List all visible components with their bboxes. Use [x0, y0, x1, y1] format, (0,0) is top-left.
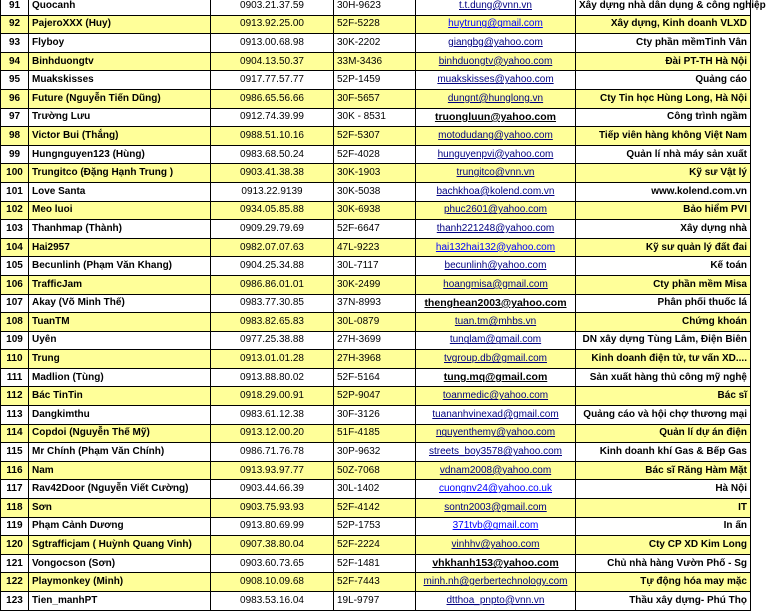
plate-cell: 30H-9623	[334, 0, 416, 15]
plate-cell: 52P-1459	[334, 71, 416, 90]
row-number: 113	[1, 406, 29, 425]
table-row	[1, 34, 751, 53]
nickname-cell: Thanhmap (Thành)	[29, 220, 211, 239]
phone-cell: 0912.74.39.99	[211, 108, 334, 127]
table-row	[1, 71, 751, 90]
occupation-cell: Kế toán	[576, 257, 751, 276]
table-row	[1, 592, 751, 611]
email-cell	[416, 368, 576, 387]
plate-cell: 30L-1402	[334, 480, 416, 499]
nickname-cell: Trường Lưu	[29, 108, 211, 127]
row-number: 114	[1, 424, 29, 443]
occupation-cell: Kinh doanh điện tử, tư vấn XD....	[576, 350, 751, 369]
phone-cell: 0904.25.34.88	[211, 257, 334, 276]
occupation-cell: Đài PT-TH Hà Nội	[576, 52, 751, 71]
occupation-cell: Cty phần mềm Misa	[576, 275, 751, 294]
occupation-cell: Quản lí nhà máy sản xuất	[576, 145, 751, 164]
row-number: 120	[1, 536, 29, 555]
phone-cell: 0982.07.07.63	[211, 238, 334, 257]
table-row	[1, 461, 751, 480]
plate-cell: 47L-9223	[334, 238, 416, 257]
nickname-cell: Sơn	[29, 499, 211, 518]
occupation-cell: Bảo hiểm PVI	[576, 201, 751, 220]
table-row	[1, 480, 751, 499]
row-number: 110	[1, 350, 29, 369]
email-link[interactable]: thenghean2003@yahoo.com	[424, 296, 567, 309]
nickname-cell: Phạm Cảnh Dương	[29, 517, 211, 536]
occupation-cell: Công trình ngầm	[576, 108, 751, 127]
email-cell	[416, 108, 576, 127]
nickname-cell: Hungnguyen123 (Hùng)	[29, 145, 211, 164]
email-cell	[416, 71, 576, 90]
occupation-cell: Quản lí dự án điện	[576, 424, 751, 443]
table-row	[1, 406, 751, 425]
plate-cell: 30K-5038	[334, 182, 416, 201]
table-row	[1, 52, 751, 71]
phone-cell: 0934.05.85.88	[211, 201, 334, 220]
email-cell	[416, 145, 576, 164]
row-number: 96	[1, 89, 29, 108]
email-link[interactable]: truongluun@yahoo.com	[434, 110, 557, 123]
phone-cell: 0983.77.30.85	[211, 294, 334, 313]
email-link[interactable]: tunglam@gmail.com	[449, 334, 542, 346]
occupation-cell: Xây dựng nhà	[576, 220, 751, 239]
occupation-cell: In ấn	[576, 517, 751, 536]
email-link[interactable]: vhkhanh153@yahoo.com	[432, 557, 559, 570]
row-number: 117	[1, 480, 29, 499]
row-number: 97	[1, 108, 29, 127]
email-link[interactable]: huytrung@gmail.com	[448, 18, 543, 30]
occupation-cell: Thầu xây dựng- Phú Thọ	[576, 592, 751, 611]
email-link[interactable]: vdnam2008@yahoo.com	[439, 464, 552, 476]
row-number: 92	[1, 15, 29, 34]
phone-cell: 0913.92.25.00	[211, 15, 334, 34]
email-cell	[416, 89, 576, 108]
email-cell	[416, 257, 576, 276]
nickname-cell: PajeroXXX (Huy)	[29, 15, 211, 34]
plate-cell: 30K-6938	[334, 201, 416, 220]
row-number: 107	[1, 294, 29, 313]
phone-cell: 0917.77.57.77	[211, 71, 334, 90]
row-number: 112	[1, 387, 29, 406]
nickname-cell: Mr Chính (Phạm Văn Chính)	[29, 443, 211, 462]
table-row	[1, 275, 751, 294]
nickname-cell: Sgtrafficjam ( Huỳnh Quang Vinh)	[29, 536, 211, 555]
occupation-cell: Chứng khoán	[576, 313, 751, 332]
row-number: 106	[1, 275, 29, 294]
row-number: 122	[1, 573, 29, 592]
row-number: 103	[1, 220, 29, 239]
email-link[interactable]: tuananhvinexad@gmail.com	[432, 408, 559, 420]
phone-cell: 0903.75.93.93	[211, 499, 334, 518]
occupation-cell: Cty Tin học Hùng Long, Hà Nội	[576, 89, 751, 108]
email-cell	[416, 275, 576, 294]
table-row	[1, 499, 751, 518]
row-number: 121	[1, 554, 29, 573]
email-cell	[416, 0, 576, 15]
phone-cell: 0913.93.97.77	[211, 461, 334, 480]
email-link[interactable]: tung.mq@gmail.com	[443, 371, 548, 384]
email-link[interactable]: tvgroup.db@gmail.com	[444, 353, 547, 365]
nickname-cell: Nam	[29, 461, 211, 480]
email-cell	[416, 387, 576, 406]
table-row	[1, 238, 751, 257]
row-number: 116	[1, 461, 29, 480]
plate-cell: 51F-4185	[334, 424, 416, 443]
row-number: 123	[1, 592, 29, 611]
table-row	[1, 294, 751, 313]
phone-cell: 0913.88.80.02	[211, 368, 334, 387]
email-cell	[416, 127, 576, 146]
table-row	[1, 89, 751, 108]
email-link[interactable]: dtthoa_pnpto@vnn.vn	[446, 594, 545, 606]
email-cell	[416, 294, 576, 313]
occupation-cell: Cty phần mềmTinh Vân	[576, 34, 751, 53]
nickname-cell: Quocanh	[29, 0, 211, 15]
email-link[interactable]: bachkhoa@kolend.com.vn	[436, 185, 555, 197]
table-row	[1, 108, 751, 127]
table-row	[1, 201, 751, 220]
plate-cell: 52P-9047	[334, 387, 416, 406]
member-table-body	[1, 0, 766, 610]
phone-cell: 0909.29.79.69	[211, 220, 334, 239]
nickname-cell: Love Santa	[29, 182, 211, 201]
plate-cell: 30L-0879	[334, 313, 416, 332]
email-link[interactable]: hai132hai132@yahoo.com	[435, 241, 556, 253]
row-number: 118	[1, 499, 29, 518]
email-link[interactable]: vinhhv@yahoo.com	[451, 539, 540, 551]
email-cell	[416, 331, 576, 350]
occupation-cell: Kỹ sư quản lý đất đai	[576, 238, 751, 257]
occupation-cell: DN xây dựng Tùng Lâm, Điện Biên	[576, 331, 751, 350]
phone-cell: 0983.61.12.38	[211, 406, 334, 425]
plate-cell: 33M-3436	[334, 52, 416, 71]
email-cell	[416, 517, 576, 536]
table-row	[1, 182, 751, 201]
occupation-cell: Phân phối thuốc lá	[576, 294, 751, 313]
row-number: 98	[1, 127, 29, 146]
phone-cell: 0983.82.65.83	[211, 313, 334, 332]
email-cell	[416, 592, 576, 611]
email-cell	[416, 443, 576, 462]
occupation-cell: Sản xuất hàng thủ công mỹ nghệ	[576, 368, 751, 387]
email-cell	[416, 406, 576, 425]
phone-cell: 0903.41.38.38	[211, 164, 334, 183]
nickname-cell: Victor Bui (Thắng)	[29, 127, 211, 146]
occupation-cell: www.kolend.com.vn	[576, 182, 751, 201]
nickname-cell: Bác TinTin	[29, 387, 211, 406]
email-link[interactable]: trungitco@vnn.vn	[456, 167, 535, 179]
table-row	[1, 15, 751, 34]
nickname-cell: Muakskisses	[29, 71, 211, 90]
table-row	[1, 443, 751, 462]
row-number: 93	[1, 34, 29, 53]
table-row	[1, 350, 751, 369]
nickname-cell: Madlion (Tùng)	[29, 368, 211, 387]
plate-cell: 19L-9797	[334, 592, 416, 611]
row-number: 95	[1, 71, 29, 90]
email-link[interactable]: sontn2003@gmail.com	[444, 501, 547, 513]
row-number: 101	[1, 182, 29, 201]
email-link[interactable]: becunlinh@yahoo.com	[444, 260, 547, 272]
occupation-cell: Tự động hóa may mặc	[576, 573, 751, 592]
row-number: 94	[1, 52, 29, 71]
plate-cell: 30P-9632	[334, 443, 416, 462]
row-number: 104	[1, 238, 29, 257]
email-link[interactable]: streets_boy3578@yahoo.com	[428, 446, 562, 458]
nickname-cell: TrafficJam	[29, 275, 211, 294]
nickname-cell: Playmonkey (Minh)	[29, 573, 211, 592]
email-cell	[416, 34, 576, 53]
occupation-cell: Kỹ sư Vật lý	[576, 164, 751, 183]
nickname-cell: Akay (Võ Minh Thế)	[29, 294, 211, 313]
occupation-cell: Bác sĩ	[576, 387, 751, 406]
email-link[interactable]: dungnt@hunglong.vn	[447, 92, 544, 104]
nickname-cell: Dangkimthu	[29, 406, 211, 425]
email-link[interactable]: nguyenthemy@yahoo.com	[435, 427, 556, 439]
plate-cell: 50Z-7068	[334, 461, 416, 480]
phone-cell: 0903.60.73.65	[211, 554, 334, 573]
email-cell	[416, 424, 576, 443]
email-link[interactable]: hunguyenpvi@yahoo.com	[437, 148, 554, 160]
table-row	[1, 220, 751, 239]
nickname-cell: TuanTM	[29, 313, 211, 332]
email-cell	[416, 164, 576, 183]
email-cell	[416, 201, 576, 220]
email-link[interactable]: t.t.dung@vnn.vn	[459, 0, 532, 11]
plate-cell: 30F-5657	[334, 89, 416, 108]
table-row	[1, 387, 751, 406]
table-row	[1, 424, 751, 443]
phone-cell: 0904.13.50.37	[211, 52, 334, 71]
occupation-cell: Chủ nhà hàng Vườn Phố - Sg	[576, 554, 751, 573]
phone-cell: 0986.71.76.78	[211, 443, 334, 462]
email-cell	[416, 536, 576, 555]
email-cell	[416, 350, 576, 369]
occupation-cell: Xây dựng nhà dân dụng & công nghiệp	[576, 0, 751, 15]
nickname-cell: Trung	[29, 350, 211, 369]
occupation-cell: IT	[576, 499, 751, 518]
plate-cell: 52F-2224	[334, 536, 416, 555]
email-link[interactable]: tuan.tm@mhbs.vn	[454, 315, 537, 327]
table-row	[1, 331, 751, 350]
email-link[interactable]: muakskisses@yahoo.com	[437, 74, 554, 86]
nickname-cell: Meo luoi	[29, 201, 211, 220]
table-row	[1, 257, 751, 276]
table-row	[1, 145, 751, 164]
email-cell	[416, 238, 576, 257]
row-number: 91	[1, 0, 29, 15]
email-link[interactable]: binhduongtv@yahoo.com	[438, 55, 553, 67]
occupation-cell: Bác sĩ Răng Hàm Mặt	[576, 461, 751, 480]
plate-cell: 30K - 8531	[334, 108, 416, 127]
row-number: 105	[1, 257, 29, 276]
nickname-cell: Future (Nguyễn Tiến Dũng)	[29, 89, 211, 108]
row-number: 102	[1, 201, 29, 220]
phone-cell: 0913.12.00.20	[211, 424, 334, 443]
plate-cell: 52F-4142	[334, 499, 416, 518]
occupation-cell: Xây dựng, Kinh doanh VLXD	[576, 15, 751, 34]
plate-cell: 52F-7443	[334, 573, 416, 592]
occupation-cell: Kinh doanh khí Gas & Bếp Gas	[576, 443, 751, 462]
email-link[interactable]: motodudang@yahoo.com	[438, 129, 553, 141]
table-row	[1, 127, 751, 146]
row-number: 111	[1, 368, 29, 387]
plate-cell: 52F-5307	[334, 127, 416, 146]
phone-cell: 0977.25.38.88	[211, 331, 334, 350]
email-cell	[416, 554, 576, 573]
table-row	[1, 0, 751, 15]
row-number: 108	[1, 313, 29, 332]
plate-cell: 27H-3699	[334, 331, 416, 350]
row-number: 99	[1, 145, 29, 164]
plate-cell: 30L-7117	[334, 257, 416, 276]
row-number: 119	[1, 517, 29, 536]
phone-cell: 0983.68.50.24	[211, 145, 334, 164]
email-cell	[416, 499, 576, 518]
plate-cell: 52F-4028	[334, 145, 416, 164]
phone-cell: 0986.65.56.66	[211, 89, 334, 108]
email-link[interactable]: hoangmisa@gmail.com	[443, 278, 548, 290]
email-cell	[416, 220, 576, 239]
table-row	[1, 164, 751, 183]
nickname-cell: Binhduongtv	[29, 52, 211, 71]
phone-cell: 0988.51.10.16	[211, 127, 334, 146]
email-link[interactable]: giangbg@yahoo.com	[448, 36, 543, 48]
email-link[interactable]: cuongnv24@yahoo.co.uk	[438, 483, 552, 495]
email-cell	[416, 182, 576, 201]
table-row	[1, 313, 751, 332]
phone-cell: 0913.01.01.28	[211, 350, 334, 369]
phone-cell: 0986.86.01.01	[211, 275, 334, 294]
row-number: 100	[1, 164, 29, 183]
plate-cell: 30K-2202	[334, 34, 416, 53]
occupation-cell: Tiếp viên hàng không Việt Nam	[576, 127, 751, 146]
plate-cell: 30F-3126	[334, 406, 416, 425]
email-link[interactable]: thanh221248@yahoo.com	[436, 222, 555, 234]
plate-cell: 52F-1481	[334, 554, 416, 573]
plate-cell: 52F-6647	[334, 220, 416, 239]
nickname-cell: Trungitco (Đặng Hạnh Trung )	[29, 164, 211, 183]
occupation-cell: Hà Nội	[576, 480, 751, 499]
table-row	[1, 368, 751, 387]
table-row	[1, 573, 751, 592]
occupation-cell: Quảng cáo	[576, 71, 751, 90]
email-cell	[416, 573, 576, 592]
occupation-cell: Cty CP XD Kim Long	[576, 536, 751, 555]
nickname-cell: Tien_manhPT	[29, 592, 211, 611]
phone-cell: 0983.53.16.04	[211, 592, 334, 611]
phone-cell: 0903.44.66.39	[211, 480, 334, 499]
plate-cell: 37N-8993	[334, 294, 416, 313]
nickname-cell: Becunlinh (Phạm Văn Khang)	[29, 257, 211, 276]
phone-cell: 0918.29.00.91	[211, 387, 334, 406]
nickname-cell: Flyboy	[29, 34, 211, 53]
email-link[interactable]: 371tvb@gmail.com	[452, 520, 539, 532]
phone-cell: 0913.80.69.99	[211, 517, 334, 536]
email-cell	[416, 480, 576, 499]
occupation-cell: Quảng cáo và hội chợ thương mại	[576, 406, 751, 425]
email-link[interactable]: toanmedic@yahoo.com	[442, 390, 549, 402]
nickname-cell: Vongocson (Sơn)	[29, 554, 211, 573]
email-cell	[416, 15, 576, 34]
phone-cell: 0913.00.68.98	[211, 34, 334, 53]
plate-cell: 27H-3968	[334, 350, 416, 369]
phone-cell: 0908.10.09.68	[211, 573, 334, 592]
email-cell	[416, 52, 576, 71]
phone-cell: 0907.38.80.04	[211, 536, 334, 555]
email-link[interactable]: minh.nh@gerbertechnology.com	[423, 576, 568, 588]
table-row	[1, 554, 751, 573]
nickname-cell: Hai2957	[29, 238, 211, 257]
row-number: 115	[1, 443, 29, 462]
nickname-cell: Copdoi (Nguyễn Thế Mỹ)	[29, 424, 211, 443]
table-row	[1, 517, 751, 536]
nickname-cell: Rav42Door (Nguyễn Viết Cường)	[29, 480, 211, 499]
nickname-cell: Uyên	[29, 331, 211, 350]
phone-cell: 0903.21.37.59	[211, 0, 334, 15]
table-row	[1, 536, 751, 555]
row-number: 109	[1, 331, 29, 350]
email-cell	[416, 313, 576, 332]
email-cell	[416, 461, 576, 480]
plate-cell: 30K-1903	[334, 164, 416, 183]
plate-cell: 30K-2499	[334, 275, 416, 294]
plate-cell: 52F-5164	[334, 368, 416, 387]
plate-cell: 52F-5228	[334, 15, 416, 34]
phone-cell: 0913.22.9139	[211, 182, 334, 201]
email-link[interactable]: phuc2601@yahoo.com	[444, 204, 547, 216]
plate-cell: 52P-1753	[334, 517, 416, 536]
